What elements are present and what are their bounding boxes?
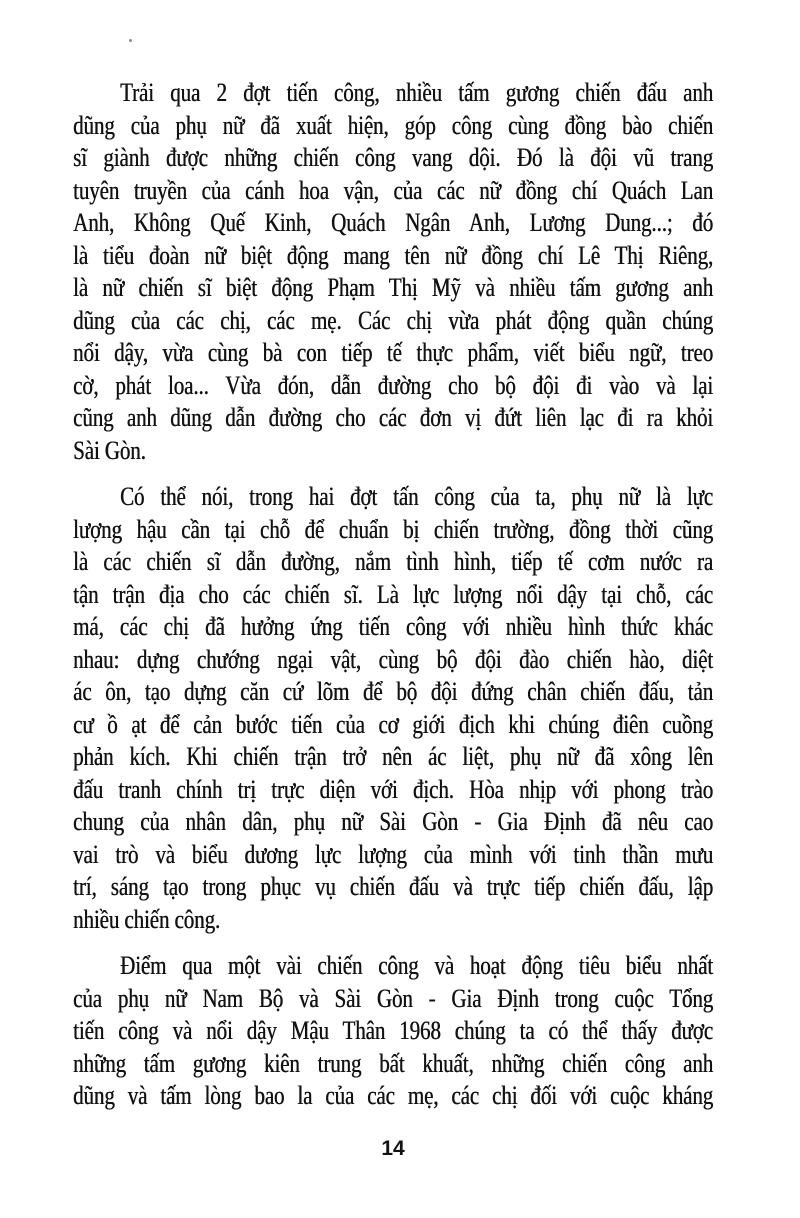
paragraph-2 xyxy=(73,480,713,935)
text-line: ác ôn, tạo dựng căn cứ lõm để bộ đội đứng chân chiến đấu, tản xyxy=(73,675,713,707)
text-line: lượng hậu cần tại chỗ để chuẩn bị chiến trường, đồng thời cũng xyxy=(73,513,713,544)
paragraph-3 xyxy=(73,949,713,1112)
text-line: phản kích. Khi chiến trận trở nên ác liệt, phụ nữ đã xông lên xyxy=(73,740,713,772)
text-block xyxy=(73,76,713,1112)
text-line: cờ, phát loa... Vừa đón, dẫn đường cho bộ đội đi vào và lại xyxy=(73,369,713,400)
text-line: vai trò và biểu dương lực lượng của mình với tinh thần mưu xyxy=(73,838,713,869)
text-line: những tấm gương kiên trung bất khuất, những chiến công anh xyxy=(73,1047,713,1078)
ink-speck xyxy=(129,39,132,42)
text-line: Có thể nói, trong hai đợt tấn công của ta, phụ nữ là lực xyxy=(120,480,713,512)
text-line: dũng của phụ nữ đã xuất hiện, góp công cùng đồng bào chiến xyxy=(73,109,713,140)
text-line: tận trận địa cho các chiến sĩ. Là lực lượng nổi dậy tại chỗ, các xyxy=(73,578,713,609)
text-line: sĩ giành được những chiến công vang dội. Đó là đội vũ trang xyxy=(73,141,713,173)
text-line: chung của nhân dân, phụ nữ Sài Gòn - Gia Định đã nêu cao xyxy=(73,805,713,837)
paragraph-1 xyxy=(73,76,713,466)
text-line: là tiểu đoàn nữ biệt động mang tên nữ đồng chí Lê Thị Riêng, xyxy=(73,239,713,270)
text-line: Điểm qua một vài chiến công và hoạt động tiêu biểu nhất xyxy=(120,949,713,981)
text-line: Sài Gòn. xyxy=(73,434,146,465)
text-line: là nữ chiến sĩ biệt động Phạm Thị Mỹ và nhiều tấm gương anh xyxy=(73,271,713,303)
text-line: nhau: dựng chướng ngại vật, cùng bộ đội đào chiến hào, diệt xyxy=(73,643,713,674)
text-line: nổi dậy, vừa cùng bà con tiếp tế thực phẩm, viết biểu ngữ, treo xyxy=(73,336,713,368)
text-line: má, các chị đã hưởng ứng tiến công với nhiều hình thức khác xyxy=(73,610,713,642)
text-line: dũng của các chị, các mẹ. Các chị vừa phát động quần chúng xyxy=(73,304,713,335)
text-line: của phụ nữ Nam Bộ và Sài Gòn - Gia Định trong cuộc Tổng xyxy=(73,982,713,1013)
text-line: là các chiến sĩ dẫn đường, nắm tình hình, tiếp tế cơm nước ra xyxy=(73,545,713,577)
text-line: đấu tranh chính trị trực diện với địch. Hòa nhịp với phong trào xyxy=(73,773,713,804)
text-line: dũng và tấm lòng bao la của các mẹ, các chị đối với cuộc kháng xyxy=(73,1079,713,1111)
page-number: 14 xyxy=(381,1137,405,1160)
text-line: cư ồ ạt để cản bước tiến của cơ giới địch khi chúng điên cuồng xyxy=(73,708,713,739)
text-line: cũng anh dũng dẫn đường cho các đơn vị đứt liên lạc đi ra khỏi xyxy=(73,401,713,433)
text-line: nhiều chiến công. xyxy=(73,903,221,934)
text-line: Trải qua 2 đợt tiến công, nhiều tấm gương chiến đấu anh xyxy=(120,76,713,108)
text-line: Anh, Không Quế Kinh, Quách Ngân Anh, Lương Dung...; đó xyxy=(73,206,713,238)
text-line: tiến công và nổi dậy Mậu Thân 1968 chúng ta có thể thấy được xyxy=(73,1014,713,1046)
text-line: tuyên truyền của cánh hoa vận, của các nữ đồng chí Quách Lan xyxy=(73,174,713,205)
text-line: trí, sáng tạo trong phục vụ chiến đấu và trực tiếp chiến đấu, lập xyxy=(73,870,713,902)
